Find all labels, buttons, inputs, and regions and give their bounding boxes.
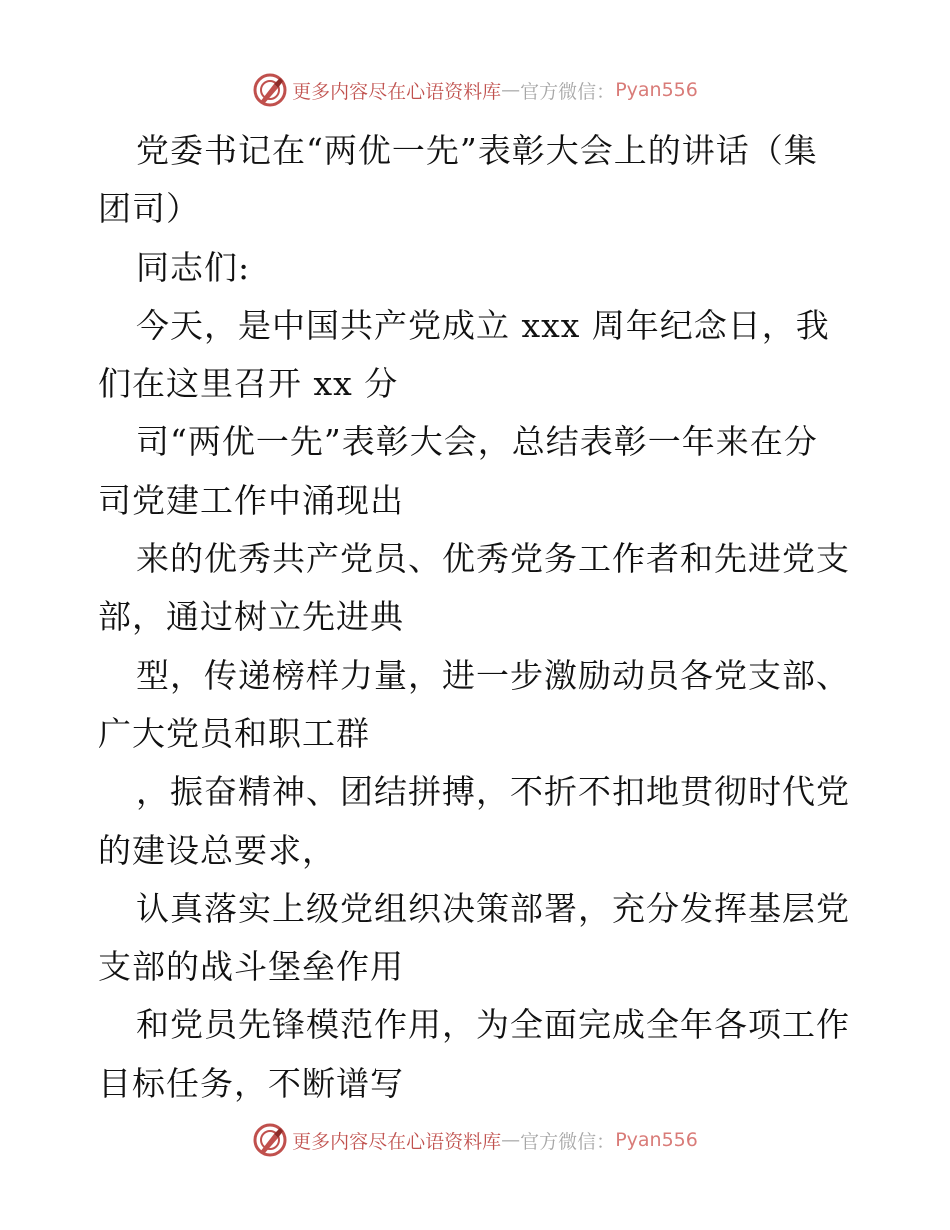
document-body [98,122,858,1113]
salutation: 同志们: [136,247,251,287]
paragraph-line: 认真落实上级党组织决策部署，充分发挥基层党 [136,888,850,928]
paragraph-line: 今天，是中国共产党成立 xxx 周年纪念日，我 [136,305,830,345]
paragraph-line: 来的优秀共产党员、优秀党务工作者和先进党支 [136,539,850,579]
watermark-account: Pyan556 [615,1129,698,1151]
watermark-text: 更多内容尽在心语资料库 [292,80,502,103]
paragraph-line: 支部的战斗堡垒作用 [98,947,404,987]
watermark-account: Pyan556 [615,79,698,101]
paragraph-line: ，振奋精神、团结拼搏，不折不扣地贯彻时代党 [136,772,850,812]
paragraph-line: 广大党员和职工群 [98,713,370,753]
red-circular-pen-logo-icon [252,1122,288,1158]
watermark-official-label: 官方微信： [520,80,616,103]
paragraph-line: 司“两优一先”表彰大会，总结表彰一年来在分 [136,422,818,462]
paragraph-line: 们在这里召开 xx 分 [98,364,399,404]
paragraph-line: 目标任务，不断谱写 [98,1063,404,1103]
paragraph-line: 和党员先锋模范作用，为全面完成全年各项工作 [136,1005,850,1045]
paragraph-line: 的建设总要求， [98,830,336,870]
document-title-line-2: 团司） [98,189,200,229]
paragraph-line: 部，通过树立先进典 [98,597,404,637]
red-circular-pen-logo-icon [252,72,288,108]
paragraph-line: 型，传递榜样力量，进一步激励动员各党支部、 [136,655,850,695]
document-title-line-1: 党委书记在“两优一先”表彰大会上的讲话（集 [136,131,818,170]
watermark-dash: — [501,79,521,101]
footer-watermark [0,1120,950,1160]
watermark-text: 更多内容尽在心语资料库 [292,1130,502,1153]
paragraph-line: 司党建工作中涌现出 [98,480,404,520]
watermark-official-label: 官方微信： [520,1130,616,1153]
header-watermark [0,70,950,110]
watermark-dash: — [501,1129,521,1151]
